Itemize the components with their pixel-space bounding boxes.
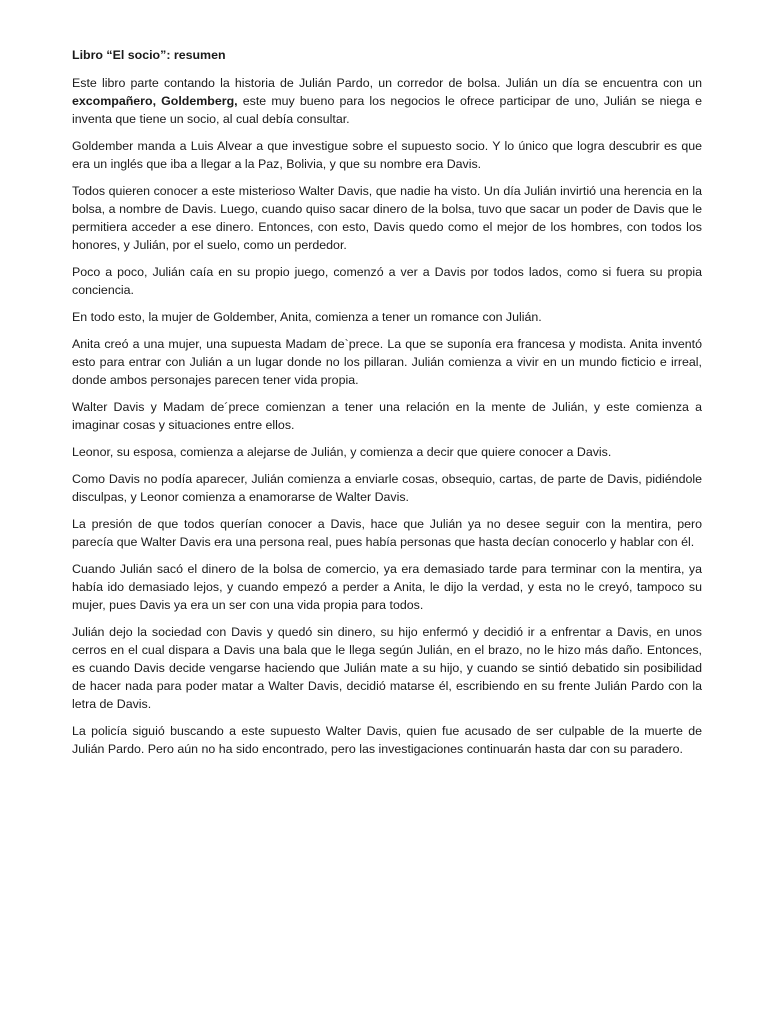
paragraph: La presión de que todos querían conocer a Davis, hace que Julián ya no desee seguir con la mentira, pero parecía que Walter Davis era una persona real, pues había personas que hasta decían conocerlo y hablar con él. [72, 517, 702, 549]
paragraph: Julián dejo la sociedad con Davis y quedó sin dinero, su hijo enfermó y decidió ir a enfrentar a Davis, en unos cerros en el cual dispara a Davis una bala que le llega según Julián, en el brazo, no le hizo más daño. Entonces, es cuando Davis decide vengarse haciendo que Julián mate a su hijo, y cuando se sintió debatido sin posibilidad de hacer nada para poder matar a Walter Davis, decidió matarse él, escribiendo en su frente Julián Pardo con la letra de Davis. [72, 625, 702, 711]
paragraph: Todos quieren conocer a este misterioso Walter Davis, que nadie ha visto. Un día Julián invirtió una herencia en la bolsa, a nombre de Davis. Luego, cuando quiso sacar dinero de la bolsa, tuvo que sacar un poder de Davis que le permitiera acceder a ese dinero. Entonces, con esto, Davis quedo como el mejor de los hombres, con todos los honores, y Julián, por el suelo, como un perdedor. [72, 184, 702, 252]
paragraph: Poco a poco, Julián caía en su propio juego, comenzó a ver a Davis por todos lados, como si fuera su propia conciencia. [72, 265, 702, 297]
paragraph: Walter Davis y Madam de´prece comienzan a tener una relación en la mente de Julián, y este comienza a imaginar cosas y situaciones entre ellos. [72, 400, 702, 432]
paragraph: Como Davis no podía aparecer, Julián comienza a enviarle cosas, obsequio, cartas, de parte de Davis, pidiéndole disculpas, y Leonor comienza a enamorarse de Walter Davis. [72, 472, 702, 504]
paragraph: Goldember manda a Luis Alvear a que investigue sobre el supuesto socio. Y lo único que logra descubrir es que era un inglés que iba a llegar a la Paz, Bolivia, y que su nombre era Davis. [72, 139, 702, 171]
paragraph-intro-bold: excompañero, Goldemberg, [72, 94, 238, 108]
paragraph-intro-text-c: este muy bueno para los negocios le ofrece participar de uno, Julián se niega e inventa que tiene un socio, al cual debía consultar. [72, 94, 702, 126]
paragraph-intro [72, 74, 702, 128]
document-title: Libro “El socio”: resumen [72, 48, 226, 62]
paragraph-intro-text-a: Este libro parte contando la historia de Julián Pardo, un corredor de bolsa. Julián un día se encuentra con un [72, 76, 702, 90]
paragraph: Anita creó a una mujer, una supuesta Madam de`prece. La que se suponía era francesa y modista. Anita inventó esto para entrar con Julián a un lugar donde no los pillaran. Julián comienza a vivir en un mundo ficticio e irreal, donde ambos personajes parecen tener vida propia. [72, 337, 702, 387]
paragraph: Leonor, su esposa, comienza a alejarse de Julián, y comienza a decir que quiere conocer a Davis. [72, 445, 612, 459]
paragraph: La policía siguió buscando a este supuesto Walter Davis, quien fue acusado de ser culpable de la muerte de Julián Pardo. Pero aún no ha sido encontrado, pero las investigaciones continuarán hasta dar con su paradero. [72, 724, 702, 756]
paragraph: Cuando Julián sacó el dinero de la bolsa de comercio, ya era demasiado tarde para terminar con la mentira, ya había ido demasiado lejos, y cuando empezó a perder a Anita, le dijo la verdad, y esta no le creyó, tampoco su mujer, pues Davis ya era un ser con una vida propia para todos. [72, 562, 702, 612]
document-page [72, 46, 702, 767]
paragraph: En todo esto, la mujer de Goldember, Anita, comienza a tener un romance con Julián. [72, 310, 542, 324]
